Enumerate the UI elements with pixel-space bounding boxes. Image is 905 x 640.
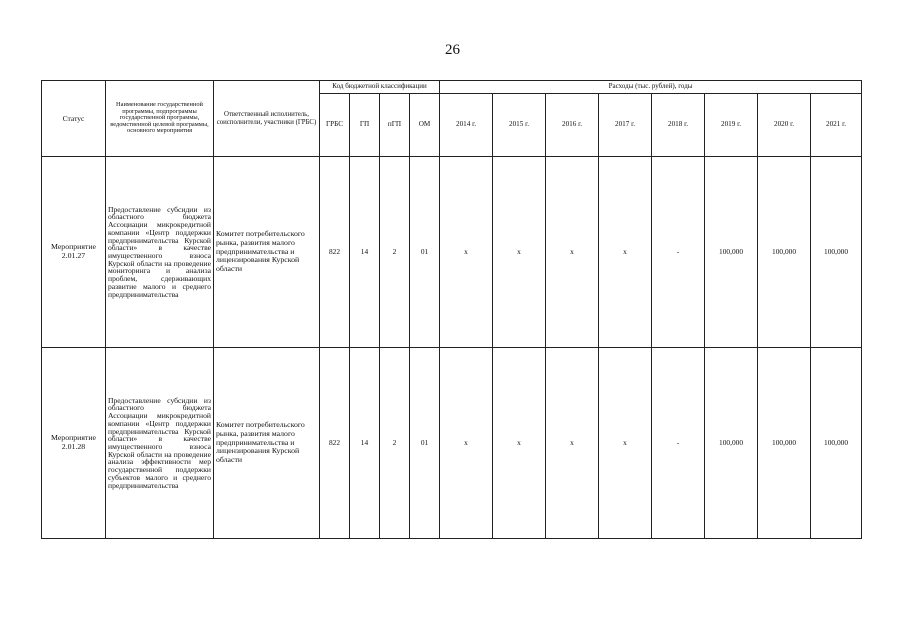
cell-2014: x [440,157,493,348]
page-number: 26 [445,42,460,58]
row-description: Предоставление субсидии из областного бюджета Ассоциации микрокредитной компании «Центр поддержки предпринимательства Курской области» в качестве имущественного взноса Курской области на проведение мониторинга и анализа проблем, сдерживающих развитие малого и среднего предпринимательства [106,157,214,348]
budget-table [41,80,862,539]
cell-om: 01 [410,157,440,348]
cell-2014: x [440,348,493,539]
cell-2021: 100,000 [811,157,862,348]
cell-2016: x [546,157,599,348]
cell-2015: x [493,157,546,348]
header-code-group: Код бюджетной классификации [320,81,440,94]
cell-gp: 14 [350,348,380,539]
row-status: Мероприятие 2.01.27 [42,157,106,348]
row-responsible: Комитет потребительского рынка, развития малого предпринимательства и лицензирования Курской области [214,348,320,539]
header-code-pgp: пГП [380,94,410,157]
cell-2019: 100,000 [705,348,758,539]
cell-pgp: 2 [380,157,410,348]
header-year-2015: 2015 г. [493,94,546,157]
header-code-om: ОМ [410,94,440,157]
cell-2018: - [652,348,705,539]
cell-gp: 14 [350,157,380,348]
cell-2020: 100,000 [758,157,811,348]
header-year-2014: 2014 г. [440,94,493,157]
cell-2017: x [599,348,652,539]
header-status: Статус [42,81,106,157]
cell-grbs: 822 [320,348,350,539]
table-row [42,348,862,539]
header-year-2020: 2020 г. [758,94,811,157]
table-row [42,157,862,348]
cell-pgp: 2 [380,348,410,539]
header-year-2016: 2016 г. [546,94,599,157]
cell-2016: x [546,348,599,539]
header-responsible: Ответственный исполнитель, соисполнители, участники (ГРБС) [214,81,320,157]
cell-2019: 100,000 [705,157,758,348]
header-year-2021: 2021 г. [811,94,862,157]
cell-2021: 100,000 [811,348,862,539]
cell-om: 01 [410,348,440,539]
header-code-grbs: ГРБС [320,94,350,157]
cell-2015: x [493,348,546,539]
header-name: Наименование государственной программы, подпрограммы государственной программы, ведомственной целевой программы, основного мероприятия [106,81,214,157]
row-description: Предоставление субсидии из областного бюджета Ассоциации микрокредитной компании «Центр поддержки предпринимательства Курской области» в качестве имущественного взноса Курской области на проведение анализа эффективности мер государственной поддержки субъектов малого и среднего предпринимательства [106,348,214,539]
row-status: Мероприятие 2.01.28 [42,348,106,539]
header-year-2019: 2019 г. [705,94,758,157]
cell-2017: x [599,157,652,348]
header-year-2017: 2017 г. [599,94,652,157]
row-responsible: Комитет потребительского рынка, развития малого предпринимательства и лицензирования Курской области [214,157,320,348]
header-code-gp: ГП [350,94,380,157]
cell-grbs: 822 [320,157,350,348]
cell-2018: - [652,157,705,348]
cell-2020: 100,000 [758,348,811,539]
header-year-2018: 2018 г. [652,94,705,157]
header-expenses-group: Расходы (тыс. рублей), годы [440,81,862,94]
